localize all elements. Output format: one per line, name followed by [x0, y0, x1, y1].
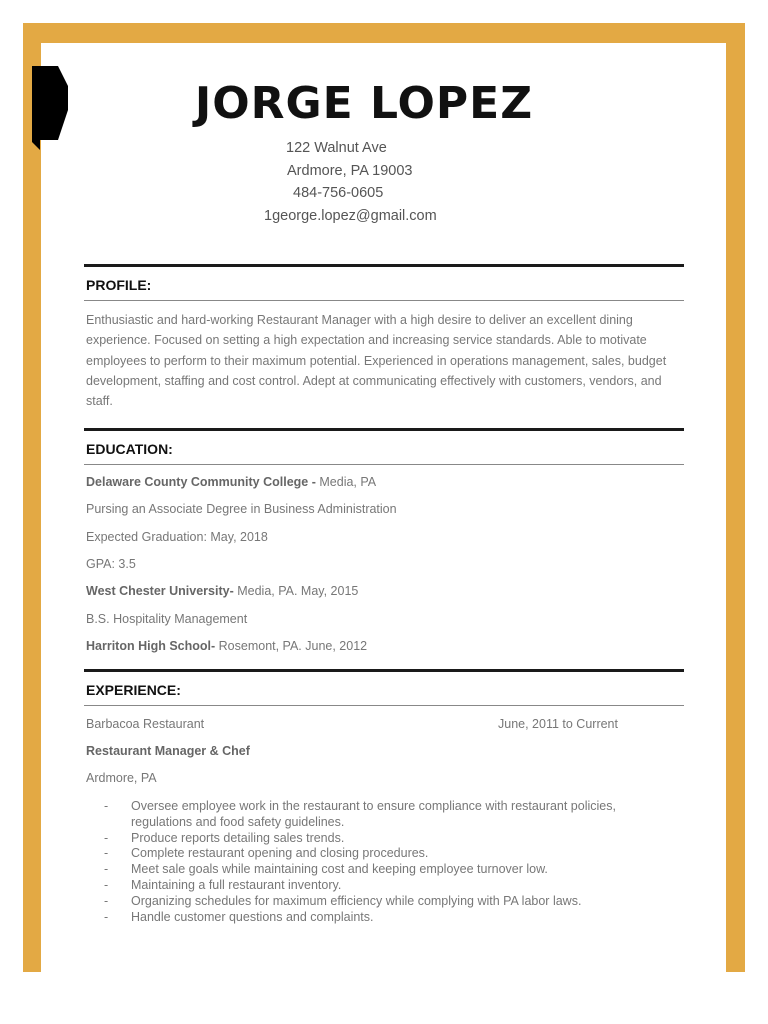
profile-bottom-rule	[84, 300, 684, 301]
list-item-text: Meet sale goals while maintaining cost and keeping employee turnover low.	[131, 862, 548, 877]
experience-top-rule	[84, 669, 684, 672]
list-item-text: Handle customer questions and complaints.	[131, 909, 374, 924]
school-location: Rosemont, PA. June, 2012	[215, 639, 368, 653]
list-item-text: Maintaining a full restaurant inventory.	[131, 877, 342, 892]
address-line1: 122 Walnut Ave	[286, 140, 387, 156]
education-expected-graduation: Expected Graduation: May, 2018	[86, 530, 268, 544]
education-degree-1: Pursing an Associate Degree in Business Administration	[86, 502, 397, 516]
profile-text: Enthusiastic and hard-working Restaurant Manager with a high desire to deliver an excellent dining experience. Focused on setting a high expectation and increasing service standards. Able to motivate employees to perform to their maximum potential. Experienced in operations management, sales, budget development, staffing and cost control. Adept at communicating effectively with customers, vendors, and staff.	[86, 313, 667, 409]
school-name: West Chester University-	[86, 584, 234, 598]
list-item-text: Produce reports detailing sales trends.	[131, 830, 345, 845]
education-entry-2	[86, 584, 358, 598]
list-item	[104, 910, 664, 926]
bullet-dash: -	[104, 909, 109, 924]
profile-heading: PROFILE:	[86, 277, 152, 293]
education-bottom-rule	[84, 464, 684, 465]
profile-top-rule	[84, 264, 684, 267]
experience-employer: Barbacoa Restaurant	[86, 717, 205, 731]
school-location: Media, PA	[315, 475, 377, 489]
school-name: Delaware County Community College -	[86, 475, 316, 489]
bullet-dash: -	[104, 830, 109, 845]
resume-name: JORGE LOPEZ	[194, 78, 534, 129]
frame-right-border	[726, 23, 745, 972]
email-address: 1george.lopez@gmail.com	[264, 208, 437, 224]
bullet-dash: -	[104, 799, 109, 813]
bullet-dash: -	[104, 862, 109, 877]
frame-left-border	[23, 23, 41, 972]
bullet-dash: -	[104, 846, 109, 861]
experience-duties-list	[104, 799, 664, 925]
list-item-text: Organizing schedules for maximum efficiency while complying with PA labor laws.	[131, 893, 582, 908]
list-item	[104, 831, 664, 847]
list-item	[104, 894, 664, 910]
list-item-text: Oversee employee work in the restaurant to ensure compliance with restaurant policies, regulations and food safety guidelines.	[131, 799, 616, 829]
list-item	[104, 846, 664, 862]
list-item	[104, 878, 664, 894]
education-entry-1	[86, 475, 376, 489]
experience-dates: June, 2011 to Current	[498, 717, 618, 731]
experience-bottom-rule	[84, 705, 684, 706]
phone-number: 484-756-0605	[293, 185, 384, 201]
education-entry-3	[86, 639, 367, 653]
education-top-rule	[84, 428, 684, 431]
experience-job-title	[86, 744, 250, 758]
education-degree-2: B.S. Hospitality Management	[86, 612, 248, 626]
address-line2: Ardmore, PA 19003	[287, 163, 413, 179]
school-name: Harriton High School-	[86, 639, 216, 653]
experience-heading: EXPERIENCE:	[86, 682, 181, 698]
education-heading: EDUCATION:	[86, 441, 173, 457]
list-item	[104, 799, 664, 831]
bullet-dash: -	[104, 893, 109, 908]
education-gpa: GPA: 3.5	[86, 557, 136, 571]
job-title-text: Restaurant Manager & Chef	[86, 744, 250, 758]
list-item	[104, 862, 664, 878]
school-location: Media, PA. May, 2015	[233, 584, 359, 598]
frame-top-border	[23, 23, 745, 43]
bullet-dash: -	[104, 877, 109, 892]
experience-location: Ardmore, PA	[86, 771, 157, 785]
list-item-text: Complete restaurant opening and closing procedures.	[131, 846, 429, 861]
